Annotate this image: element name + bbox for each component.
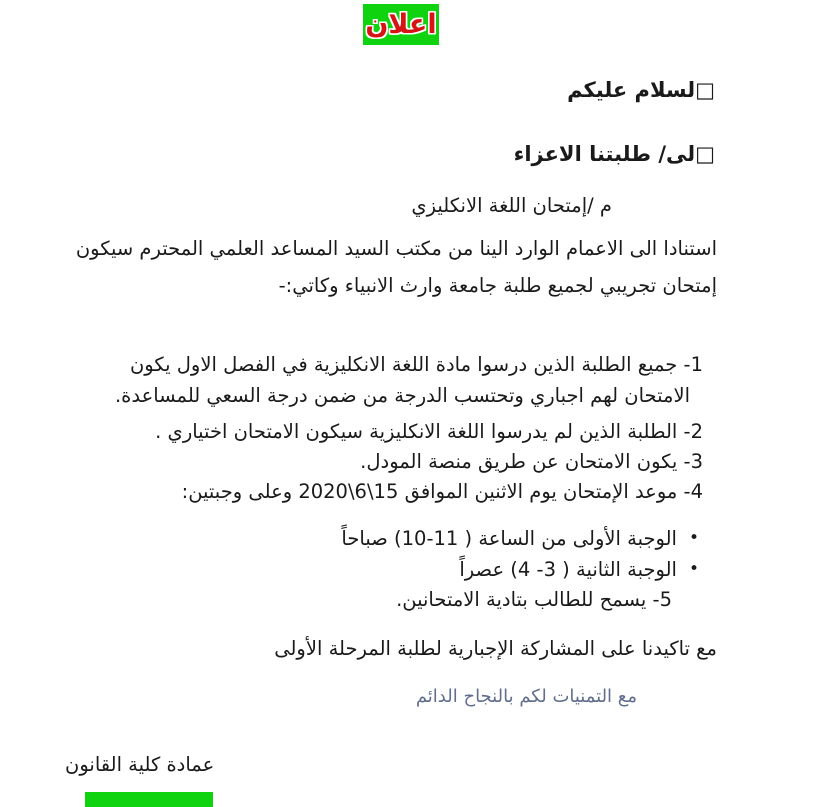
bottom-green-bar	[85, 792, 213, 807]
intro-line-1: استنادا الى الاعمام الوارد الينا من مكتب السيد المساعد العلمي المحترم سيكون	[75, 237, 717, 260]
list-item-1-line-2: الامتحان لهم اجباري وتحتسب الدرجة من ضمن درجة السعي للمساعدة.	[114, 384, 690, 407]
addressee-line: □لى/ طلبتنا الاعزاء	[513, 142, 715, 166]
bullet-icon: •	[688, 528, 699, 548]
emphasis-line: مع تاكيدنا على المشاركة الإجبارية لطلبة المرحلة الأولى	[274, 637, 717, 660]
list-item-5: 5- يسمح للطالب بتادية الامتحانين.	[396, 588, 672, 611]
wishes-line: مع التمنيات لكم بالنجاح الدائم	[415, 686, 637, 707]
bullet-icon: •	[688, 559, 699, 579]
intro-paragraph	[76, 230, 717, 304]
bullet-item-2	[459, 558, 699, 581]
bullet-item-1-text: الوجبة الأولى من الساعة ( 11-10) صباحاً	[341, 527, 677, 550]
greeting-line: □لسلام عليكم	[567, 78, 715, 102]
signature-line: عمادة كلية القانون	[65, 753, 215, 776]
list-item-4: 4- موعد الإمتحان يوم الاثنين الموافق 15\6\2020 وعلى وجبتين:	[181, 480, 703, 503]
list-item-3: 3- يكون الامتحان عن طريق منصة المودل.	[360, 450, 703, 473]
announcement-banner	[363, 4, 439, 45]
list-item-2: 2- الطلبة الذين لم يدرسوا اللغة الانكليزية سيكون الامتحان اختياري .	[155, 420, 703, 443]
subject-line: م /إمتحان اللغة الانكليزي	[411, 194, 612, 217]
bullet-item-2-text: الوجبة الثانية ( 3- 4) عصراً	[459, 558, 677, 581]
intro-line-2: إمتحان تجريبي لجميع طلبة جامعة وارث الانبياء وكاتي:-	[278, 274, 717, 297]
banner-label: اعلان	[365, 9, 437, 40]
bullet-item-1	[341, 527, 699, 550]
list-item-1-line-1: 1- جميع الطلبة الذين درسوا مادة اللغة الانكليزية في الفصل الاول يكون	[129, 353, 703, 376]
